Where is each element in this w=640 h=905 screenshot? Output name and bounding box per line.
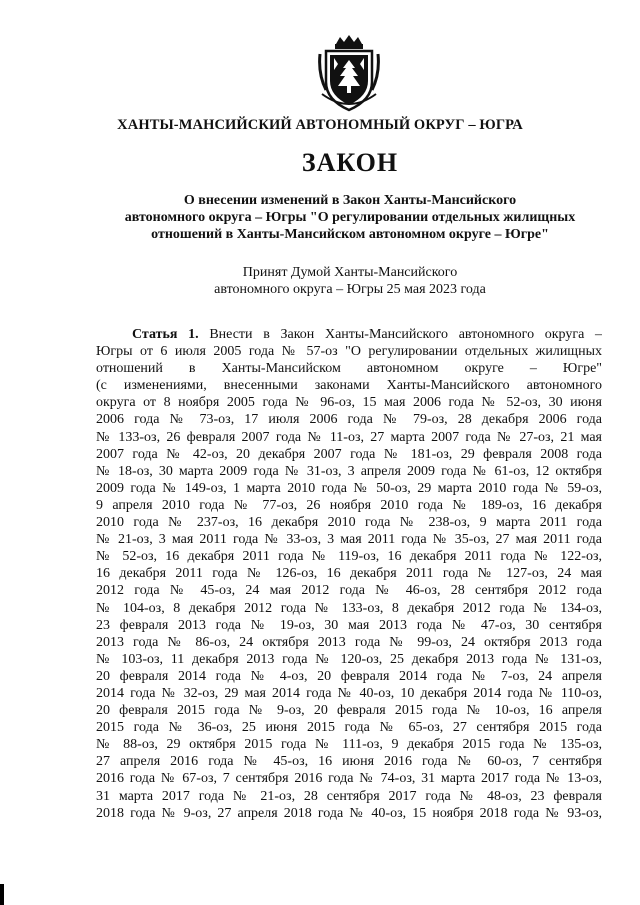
article-line: № 103-оз, 11 декабря 2013 года № 120-оз, 25 декабря 2013 года № 131-оз, — [96, 651, 602, 667]
article-line: № 21-оз, 3 мая 2011 года № 33-оз, 3 мая 2011 года № 35-оз, 27 мая 2011 года — [96, 532, 602, 548]
article-line: 2016 года № 67-оз, 7 сентября 2016 года № 74-оз, 31 марта 2017 года № 13-оз, — [96, 771, 602, 787]
article-line: 2018 года № 9-оз, 27 апреля 2018 года № 40-оз, 15 ноября 2018 года № 93-оз, — [96, 805, 602, 821]
region-title: ХАНТЫ-МАНСИЙСКИЙ АВТОНОМНЫЙ ОКРУГ – ЮГРА — [117, 117, 523, 133]
article-label: Статья 1. — [132, 327, 199, 342]
article-line: 20 февраля 2015 года № 9-оз, 20 февраля 2015 года № 10-оз, 16 апреля — [96, 703, 602, 719]
article-line: № 88-оз, 29 октября 2015 года № 111-оз, 9 декабря 2015 года № 135-оз, — [96, 737, 602, 753]
article-line: № 133-оз, 26 февраля 2007 года № 11-оз, 27 марта 2007 года № 27-оз, 21 мая — [96, 429, 602, 445]
article-line: 27 апреля 2016 года № 45-оз, 16 июня 2016 года № 60-оз, 7 сентября — [96, 754, 602, 770]
subject-line: отношений в Ханты-Мансийском автономном округе – Югре" — [151, 227, 549, 242]
article-line: 20 февраля 2014 года № 4-оз, 20 февраля 2014 года № 7-оз, 24 апреля — [96, 668, 602, 684]
article-line: 2015 года № 36-оз, 25 июня 2015 года № 65-оз, 27 сентября 2015 года — [96, 720, 602, 736]
article-line: 31 марта 2017 года № 21-оз, 28 сентября 2017 года № 48-оз, 23 февраля — [96, 788, 602, 804]
article-line: 2014 года № 32-оз, 29 мая 2014 года № 40-оз, 10 декабря 2014 года № 110-оз, — [96, 685, 602, 701]
coat-of-arms-icon — [318, 34, 380, 112]
article-line: № 104-оз, 8 декабря 2012 года № 133-оз, 8 декабря 2012 года № 134-оз, — [96, 600, 602, 616]
article-first-line-text: Внести в Закон Ханты-Мансийского автономного округа – — [198, 327, 602, 342]
document-type-heading: ЗАКОН — [301, 148, 399, 177]
article-line: округа от 8 ноября 2005 года № 96-оз, 15 мая 2006 года № 52-оз, 30 июня — [96, 395, 602, 411]
article-line: 9 апреля 2010 года № 77-оз, 26 ноября 2010 года № 189-оз, 16 декабря — [96, 497, 602, 513]
article-line: 23 февраля 2013 года № 19-оз, 30 мая 2013 года № 47-оз, 30 сентября — [96, 617, 602, 633]
article-body — [96, 326, 602, 822]
adoption-line: Принят Думой Ханты-Мансийского — [242, 265, 458, 280]
article-line: 2006 года № 73-оз, 17 июля 2006 года № 79-оз, 28 декабря 2006 года — [96, 412, 602, 428]
adoption-line: автономного округа – Югры 25 мая 2023 года — [214, 282, 486, 297]
article-line: (с изменениями, внесенными законами Ханты-Мансийского автономного — [96, 378, 602, 394]
article-line: отношений в Ханты-Мансийском автономном округе – Югре" — [96, 361, 602, 377]
article-line: 2007 года № 42-оз, 20 декабря 2007 года № 181-оз, 29 февраля 2008 года — [96, 446, 602, 462]
article-line: № 52-оз, 16 декабря 2011 года № 119-оз, 16 декабря 2011 года № 122-оз, — [96, 549, 602, 565]
article-first-line — [96, 326, 602, 343]
article-line: 2009 года № 149-оз, 1 марта 2010 года № 50-оз, 29 марта 2010 года № 59-оз, — [96, 480, 602, 496]
article-line: 2010 года № 237-оз, 16 декабря 2010 года № 238-оз, 9 марта 2011 года — [96, 515, 602, 531]
article-line: 16 декабря 2011 года № 126-оз, 16 декабря 2011 года № 127-оз, 24 мая — [96, 566, 602, 582]
article-line: 2013 года № 86-оз, 24 октября 2013 года № 99-оз, 24 октября 2013 года — [96, 634, 602, 650]
law-subject — [60, 192, 640, 243]
article-line: Югры от 6 июля 2005 года № 57-оз "О регулировании отдельных жилищных — [96, 344, 602, 360]
adoption-note — [100, 264, 600, 298]
article-line: 2012 года № 45-оз, 24 мая 2012 года № 46-оз, 28 сентября 2012 года — [96, 583, 602, 599]
article-line: № 18-оз, 30 марта 2009 года № 31-оз, 3 апреля 2009 года № 61-оз, 12 октября — [96, 463, 602, 479]
subject-line: О внесении изменений в Закон Ханты-Мансийского — [183, 193, 517, 208]
scan-edge-mark — [0, 884, 4, 905]
subject-line: автономного округа – Югры "О регулировании отдельных жилищных — [124, 210, 576, 225]
